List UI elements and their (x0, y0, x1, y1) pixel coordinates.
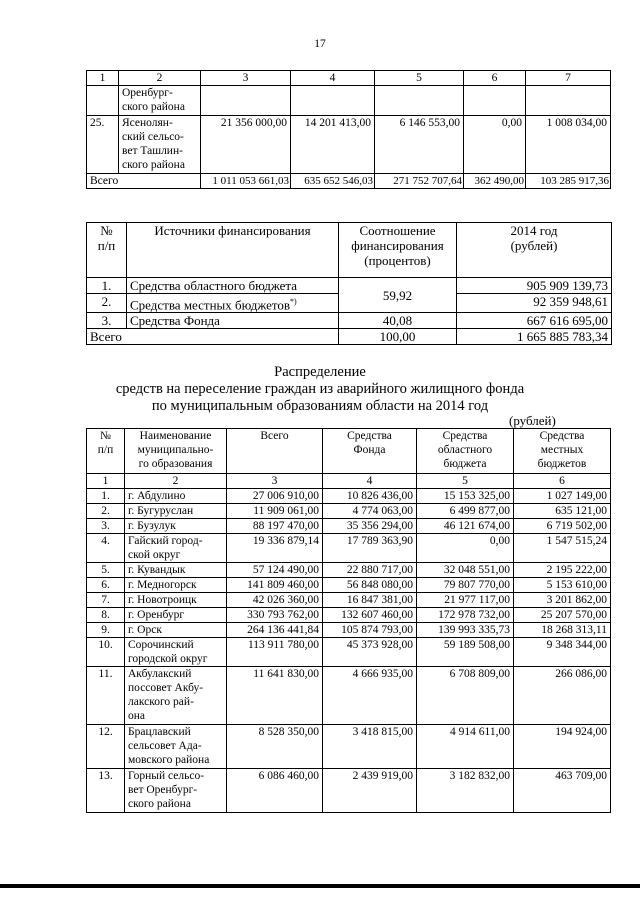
row-regional: 32 048 551,00 (417, 563, 514, 578)
row-num: 11. (87, 667, 125, 725)
table-row (87, 313, 612, 329)
row-num: 6. (87, 578, 125, 593)
row-amount: 667 616 695,00 (457, 313, 612, 329)
row-fund: 3 418 815,00 (323, 725, 417, 769)
cell (291, 86, 375, 116)
row-name: г. Орск (125, 623, 227, 638)
merged-ratio: 59,92 (339, 278, 457, 313)
col-num: 1 (87, 474, 125, 489)
total-ratio: 100,00 (339, 329, 457, 345)
column-numbers-row (87, 474, 611, 489)
distribution-table (86, 428, 611, 813)
cell: 6 146 553,00 (375, 116, 464, 174)
table-row (87, 725, 611, 769)
row-regional: 21 977 117,00 (417, 593, 514, 608)
row-local: 5 153 610,00 (514, 578, 611, 593)
row-num: 9. (87, 623, 125, 638)
col-num: 5 (417, 474, 514, 489)
row-num: 1. (87, 489, 125, 504)
row-fund: 16 847 381,00 (323, 593, 417, 608)
row-fund: 132 607 460,00 (323, 608, 417, 623)
row-name: Акбулакский поссовет Акбу- лакского рай- она (125, 667, 227, 725)
section-title-line3: по муниципальным образованиям области на 2014 год (151, 398, 489, 414)
section-title-line1: Распределение (274, 364, 366, 380)
row-source: Средства областного бюджета (127, 278, 339, 294)
row-local: 194 924,00 (514, 725, 611, 769)
row-local: 18 268 313,11 (514, 623, 611, 638)
header-regional: Средства областного бюджета (417, 429, 514, 474)
col-num-7: 7 (526, 71, 611, 86)
footnote-mark: *) (290, 297, 297, 306)
row-fund: 4 774 063,00 (323, 504, 417, 519)
row-local: 9 348 344,00 (514, 638, 611, 667)
header-year: 2014 год (рублей) (457, 223, 612, 278)
total-label: Всего (87, 329, 339, 345)
row-name: Ясенолян- ский сельсо- вет Ташлин- ского района (119, 116, 201, 174)
row-num: 2. (87, 504, 125, 519)
table-row (87, 534, 611, 563)
row-regional: 6 499 877,00 (417, 504, 514, 519)
row-regional: 79 807 770,00 (417, 578, 514, 593)
col-num-6: 6 (464, 71, 526, 86)
row-fund: 4 666 935,00 (323, 667, 417, 725)
total-cell: 271 752 707,64 (375, 174, 464, 189)
col-num-2: 2 (119, 71, 201, 86)
table-header-row (87, 223, 612, 278)
table-row (87, 519, 611, 534)
col-num: 6 (514, 474, 611, 489)
row-total: 11 641 830,00 (227, 667, 323, 725)
row-total: 19 336 879,14 (227, 534, 323, 563)
row-total: 330 793 762,00 (227, 608, 323, 623)
table-row (87, 769, 611, 813)
row-regional: 3 182 832,00 (417, 769, 514, 813)
row-source-text: Средства местных бюджетов (130, 297, 291, 313)
col-num: 3 (227, 474, 323, 489)
header-fund: Средства Фонда (323, 429, 417, 474)
total-cell: 1 011 053 661,03 (201, 174, 291, 189)
row-num: 5. (87, 563, 125, 578)
row-total: 88 197 470,00 (227, 519, 323, 534)
row-name: Сорочинский городской округ (125, 638, 227, 667)
table-row (87, 489, 611, 504)
row-name: Горный сельсо- вет Оренбург- ского района (125, 769, 227, 813)
total-cell: 362 490,00 (464, 174, 526, 189)
row-local: 1 547 515,24 (514, 534, 611, 563)
row-name: г. Новотроицк (125, 593, 227, 608)
row-fund: 45 373 928,00 (323, 638, 417, 667)
row-total: 141 809 460,00 (227, 578, 323, 593)
row-num (87, 86, 119, 116)
cell: 0,00 (464, 116, 526, 174)
row-total: 27 006 910,00 (227, 489, 323, 504)
row-ratio: 40,08 (339, 313, 457, 329)
row-total: 11 909 061,00 (227, 504, 323, 519)
row-name: г. Оренбург (125, 608, 227, 623)
row-name: Оренбург- ского района (119, 86, 201, 116)
row-num: 25. (87, 116, 119, 174)
total-cell: 103 285 917,36 (526, 174, 611, 189)
row-fund: 2 439 919,00 (323, 769, 417, 813)
table-row (87, 578, 611, 593)
total-label: Всего (87, 174, 201, 189)
row-num: 4. (87, 534, 125, 563)
cell (526, 86, 611, 116)
table-row (87, 563, 611, 578)
table-row (87, 86, 611, 116)
row-fund: 10 826 436,00 (323, 489, 417, 504)
header-name: Наименование муниципально- го образования (125, 429, 227, 474)
total-amount: 1 665 885 783,34 (457, 329, 612, 345)
table-row (87, 504, 611, 519)
row-name: Брацлавский сельсовет Ада- мовского района (125, 725, 227, 769)
row-regional: 0,00 (417, 534, 514, 563)
col-num-1: 1 (87, 71, 119, 86)
row-regional: 172 978 732,00 (417, 608, 514, 623)
row-source (127, 294, 339, 313)
row-local: 1 027 149,00 (514, 489, 611, 504)
row-num: 7. (87, 593, 125, 608)
row-name: г. Бузулук (125, 519, 227, 534)
row-amount: 905 909 139,73 (457, 278, 612, 294)
row-regional: 59 189 508,00 (417, 638, 514, 667)
table-row (87, 667, 611, 725)
table-total-row (87, 329, 612, 345)
row-num: 1. (87, 278, 127, 294)
row-num: 2. (87, 294, 127, 313)
cell: 21 356 000,00 (201, 116, 291, 174)
row-num: 8. (87, 608, 125, 623)
table-row (87, 593, 611, 608)
row-num: 13. (87, 769, 125, 813)
table-header-row (87, 71, 611, 86)
row-name: г. Медногорск (125, 578, 227, 593)
header-local: Средства местных бюджетов (514, 429, 611, 474)
table-row (87, 623, 611, 638)
row-name: Гайский город- ской округ (125, 534, 227, 563)
header-total: Всего (227, 429, 323, 474)
header-ratio: Соотношение финансирования (процентов) (339, 223, 457, 278)
total-cell: 635 652 546,03 (291, 174, 375, 189)
table-row (87, 638, 611, 667)
table-continuation (86, 70, 611, 189)
row-local: 463 709,00 (514, 769, 611, 813)
col-num-3: 3 (201, 71, 291, 86)
unit-label: (рублей) (509, 413, 556, 428)
row-local: 2 195 222,00 (514, 563, 611, 578)
cell (201, 86, 291, 116)
row-total: 264 136 441,84 (227, 623, 323, 638)
row-total: 6 086 460,00 (227, 769, 323, 813)
table-row (87, 278, 612, 294)
row-local: 266 086,00 (514, 667, 611, 725)
row-total: 57 124 490,00 (227, 563, 323, 578)
row-fund: 105 874 793,00 (323, 623, 417, 638)
table-header-row (87, 429, 611, 474)
row-regional: 139 993 335,73 (417, 623, 514, 638)
cell: 14 201 413,00 (291, 116, 375, 174)
section-title-line2: средств на переселение граждан из аварийного жилищного фонда (115, 381, 525, 397)
row-num: 12. (87, 725, 125, 769)
row-regional: 46 121 674,00 (417, 519, 514, 534)
cell (464, 86, 526, 116)
header-num: № п/п (87, 223, 127, 278)
row-name: г. Бугуруслан (125, 504, 227, 519)
row-amount: 92 359 948,61 (457, 294, 612, 313)
cell: 1 008 034,00 (526, 116, 611, 174)
col-num: 2 (125, 474, 227, 489)
row-name: г. Абдулино (125, 489, 227, 504)
col-num-5: 5 (375, 71, 464, 86)
row-fund: 35 356 294,00 (323, 519, 417, 534)
col-num: 4 (323, 474, 417, 489)
table-row (87, 608, 611, 623)
row-local: 6 719 502,00 (514, 519, 611, 534)
row-num: 3. (87, 313, 127, 329)
page-number: 17 (314, 38, 326, 50)
financing-sources-table (86, 222, 612, 345)
row-num: 10. (87, 638, 125, 667)
row-fund: 56 848 080,00 (323, 578, 417, 593)
row-local: 3 201 862,00 (514, 593, 611, 608)
row-regional: 6 708 809,00 (417, 667, 514, 725)
row-source: Средства Фонда (127, 313, 339, 329)
row-name: г. Кувандык (125, 563, 227, 578)
bottom-rule (0, 884, 640, 888)
cell (375, 86, 464, 116)
col-num-4: 4 (291, 71, 375, 86)
row-fund: 17 789 363,90 (323, 534, 417, 563)
row-fund: 22 880 717,00 (323, 563, 417, 578)
table-total-row (87, 174, 611, 189)
header-source: Источники финансирования (127, 223, 339, 278)
row-total: 113 911 780,00 (227, 638, 323, 667)
row-total: 42 026 360,00 (227, 593, 323, 608)
row-regional: 15 153 325,00 (417, 489, 514, 504)
row-num: 3. (87, 519, 125, 534)
row-total: 8 528 350,00 (227, 725, 323, 769)
table-row (87, 116, 611, 174)
header-num: № п/п (87, 429, 125, 474)
row-regional: 4 914 611,00 (417, 725, 514, 769)
row-local: 25 207 570,00 (514, 608, 611, 623)
row-local: 635 121,00 (514, 504, 611, 519)
